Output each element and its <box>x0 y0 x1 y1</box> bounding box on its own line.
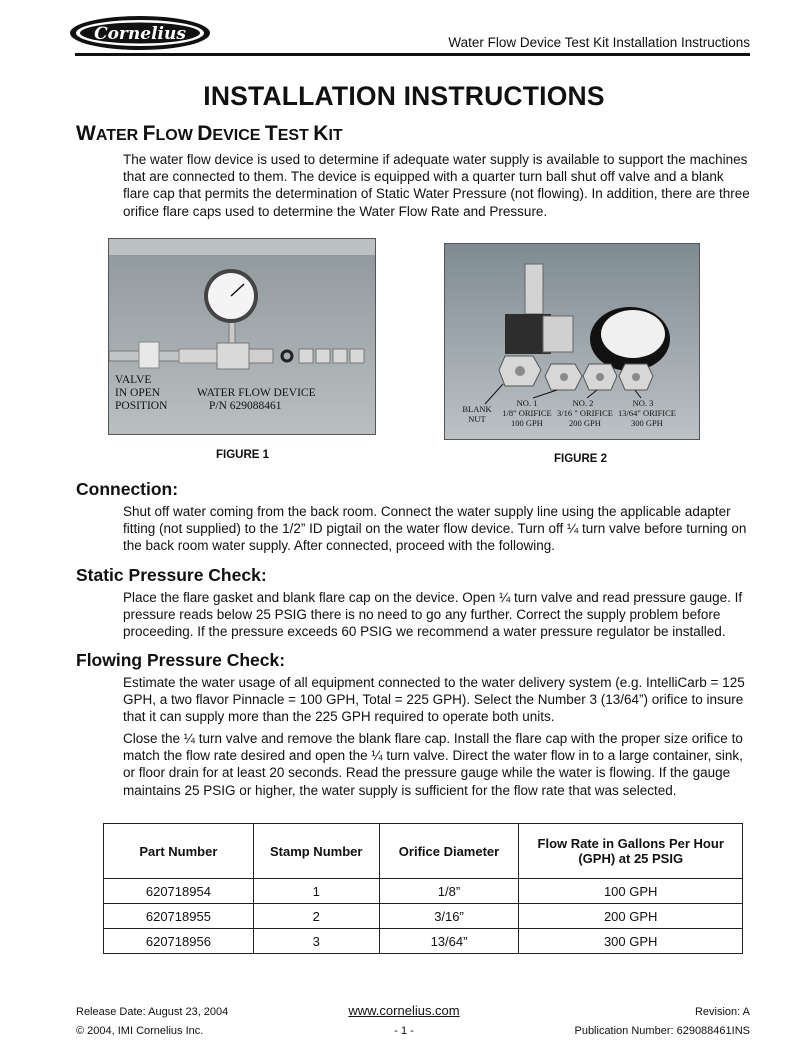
fig2-no2-line2: 3/16 " ORIFICE <box>557 408 613 418</box>
cell-stamp: 3 <box>253 929 379 954</box>
cell-part: 620718955 <box>104 904 254 929</box>
fig1-device-line1: WATER FLOW DEVICE <box>197 387 316 399</box>
logo-text: Cornelius <box>94 24 186 44</box>
title-cap-5: K <box>313 122 329 145</box>
page-number: - 1 - <box>394 1025 414 1037</box>
title-rest-1: ATER <box>95 127 143 144</box>
cell-flow: 100 GPH <box>519 879 743 904</box>
header-title: Water Flow Device Test Kit Installation Instructions <box>448 35 750 50</box>
figure2-photo <box>444 243 700 440</box>
fig2-no3-line1: NO. 3 <box>632 398 654 408</box>
fig2-no1-line3: 100 GPH <box>511 418 543 428</box>
title-cap-2: F <box>142 122 156 145</box>
page-title: INSTALLATION INSTRUCTIONS <box>203 81 605 111</box>
table-row <box>104 879 743 904</box>
connection-heading: Connection: <box>76 479 179 499</box>
static-heading: Static Pressure Check: <box>76 565 267 585</box>
intro-paragraph: The water flow device is used to determine if adequate water supply is available to support the machines that are connected to them. The device is equipped with a quarter turn ball shut off valve and a blank flare cap that permits the determination of Static Water Pressure (not flowing). In addition, there are three orifice flare caps used to determine the Water Flow Rate and Pressure. <box>123 152 750 219</box>
revision: Revision: A <box>694 1006 750 1018</box>
cornelius-logo <box>68 10 212 56</box>
fig2-blank-line1: BLANK <box>462 404 492 414</box>
fig2-blank-line2: NUT <box>468 414 486 424</box>
fig2-no2-line1: NO. 2 <box>572 398 594 408</box>
figure1-photo <box>108 238 376 435</box>
connection-text: Shut off water coming from the back room. Connect the water supply line using the applicable adapter fitting (not supplied) to the 1/2” ID pigtail on the water flow device. Turn off ¼ turn valve before turning on the back room water supply. After connected, proceed with the following. <box>123 504 747 554</box>
flowing-heading: Flowing Pressure Check: <box>76 650 286 670</box>
static-text: Place the flare gasket and blank flare cap on the device. Open ¼ turn valve and read pressure gauge. If pressure reads below 25 PSIG there is no need to go any further. Correct the supply problem before proceeding. If the pressure exceeds 60 PSIG we recommend a water pressure regulator be installed. <box>123 590 743 640</box>
title-rest-5: IT <box>328 127 343 144</box>
cell-part: 620718954 <box>104 879 254 904</box>
fig2-no1-line2: 1/8" ORIFICE <box>502 408 552 418</box>
table-row <box>104 904 743 929</box>
flowing-text-1: Estimate the water usage of all equipment connected to the water delivery system (e.g. IntelliCarb = 125 GPH, a two flavor Pinnacle = 100 GPH, Total = 225 GPH). Select the Number 3 (13/64”) orifice to insure that it can supply more than the 225 GPH required to operate both units. <box>123 675 745 725</box>
title-rest-2: LOW <box>155 127 198 144</box>
col-flow-rate: Flow Rate in Gallons Per Hour (GPH) at 25 PSIG <box>519 824 743 879</box>
release-date: Release Date: August 23, 2004 <box>76 1006 229 1018</box>
col-orifice-diameter: Orifice Diameter <box>379 824 519 879</box>
col-stamp-number: Stamp Number <box>253 824 379 879</box>
header-rule <box>75 53 750 56</box>
figure1-illustration <box>109 239 375 434</box>
cell-stamp: 1 <box>253 879 379 904</box>
col-part-number: Part Number <box>104 824 254 879</box>
cell-diameter: 1/8” <box>379 879 519 904</box>
cell-diameter: 3/16” <box>379 904 519 929</box>
title-rest-3: EVICE <box>212 127 265 144</box>
cell-stamp: 2 <box>253 904 379 929</box>
fig2-no3-line2: 13/64" ORIFICE <box>617 408 677 418</box>
website-link[interactable]: www.cornelius.com <box>348 1003 460 1018</box>
cell-flow: 300 GPH <box>519 929 743 954</box>
table-row <box>104 929 743 954</box>
figure2-caption: FIGURE 2 <box>554 453 608 465</box>
fig1-valve-line2: IN OPEN <box>115 387 161 399</box>
cell-flow: 200 GPH <box>519 904 743 929</box>
orifice-table <box>103 823 743 954</box>
figure1-caption: FIGURE 1 <box>216 449 270 461</box>
fig1-valve-line1: VALVE <box>115 374 152 386</box>
fig1-valve-line3: POSITION <box>115 400 168 412</box>
cell-part: 620718956 <box>104 929 254 954</box>
copyright: © 2004, IMI Cornelius Inc. <box>76 1025 204 1037</box>
table-header-row <box>104 824 743 879</box>
fig1-device-line2: P/N 629088461 <box>209 400 282 412</box>
figure2-illustration <box>445 244 699 439</box>
section-title <box>76 122 343 146</box>
title-cap-3: D <box>197 122 213 145</box>
title-rest-4: EST <box>277 127 314 144</box>
title-cap-1: W <box>76 122 96 145</box>
fig2-no3-line3: 300 GPH <box>631 418 663 428</box>
flowing-text-2: Close the ¼ turn valve and remove the blank flare cap. Install the flare cap with the proper size orifice to match the flow rate desired and open the ¼ turn valve. Direct the water flow in to a large container, sink, or floor drain for at least 20 seconds. Read the pressure gauge while the water is flowing. If the gauge maintains 25 PSIG or higher, the water supply is sufficient for the flow rate that was selected. <box>123 731 743 798</box>
title-cap-4: T <box>264 122 278 145</box>
cell-diameter: 13/64” <box>379 929 519 954</box>
publication-number: Publication Number: 629088461INS <box>574 1025 750 1037</box>
fig2-no1-line1: NO. 1 <box>516 398 538 408</box>
fig2-no2-line3: 200 GPH <box>569 418 601 428</box>
